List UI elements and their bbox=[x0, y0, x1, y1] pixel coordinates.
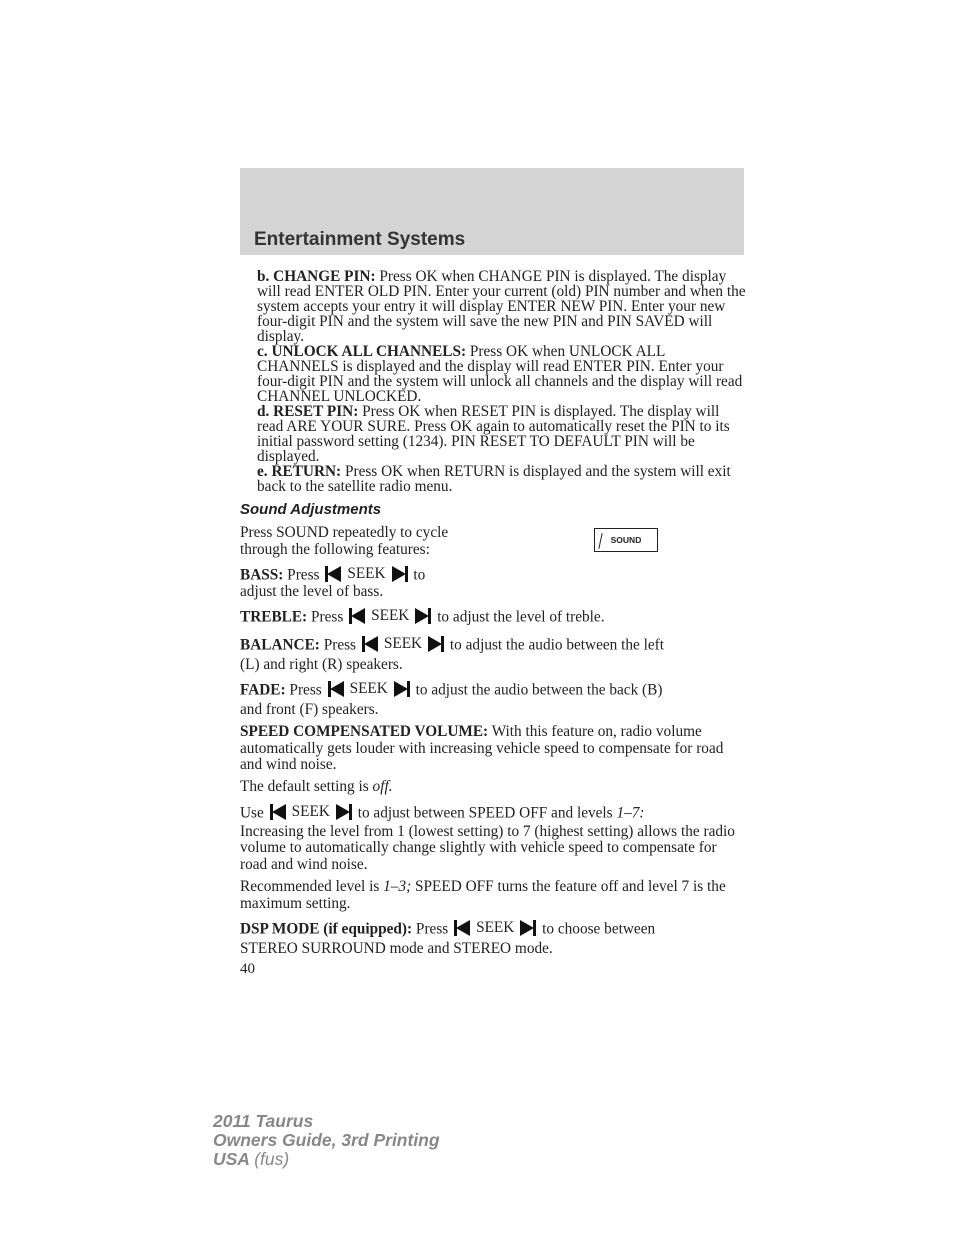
sound-intro: Press SOUND repeatedly to cycle through the following features: bbox=[240, 524, 449, 558]
page-number: 40 bbox=[240, 961, 255, 977]
slash-mark bbox=[598, 533, 602, 549]
header-band bbox=[240, 168, 744, 255]
seek-back-icon bbox=[364, 636, 378, 652]
seek-forward-icon bbox=[392, 566, 406, 582]
default-setting: The default setting is off. bbox=[240, 778, 393, 795]
seek-forward-icon bbox=[394, 681, 408, 697]
seek-control: SEEK bbox=[330, 681, 408, 698]
fade-paragraph: FADE: Press SEEK to adjust the audio between the back (B) and front (F) speakers. bbox=[240, 680, 663, 718]
sound-button-label: SOUND bbox=[610, 535, 642, 545]
use-paragraph: Use SEEK to adjust between SPEED OFF and levels 1–7: Increasing the level from 1 (lowest setting) to 7 (highest setting) allows the radio volume to automatically change slightly with vehicle speed to compensate for road and wind noise. bbox=[240, 803, 735, 874]
seek-control: SEEK bbox=[272, 804, 350, 821]
seek-forward-icon bbox=[520, 920, 534, 936]
seek-forward-icon bbox=[428, 636, 442, 652]
seek-control: SEEK bbox=[327, 566, 405, 583]
seek-back-icon bbox=[327, 566, 341, 582]
pin-menu-items bbox=[257, 269, 747, 494]
seek-forward-icon bbox=[336, 804, 350, 820]
seek-control: SEEK bbox=[364, 636, 442, 653]
pin-item-reset: d. RESET PIN: Press OK when RESET PIN is displayed. The display will read ARE YOUR SURE. Press OK again to automatically reset the PIN to its initial password setting (1234). PIN RESET TO DEFAULT PIN will be displayed. bbox=[257, 403, 730, 465]
bass-paragraph: BASS: Press SEEK to adjust the level of bass. bbox=[240, 565, 426, 600]
footer: 2011 Taurus Owners Guide, 3rd Printing USA (fus) bbox=[213, 1111, 440, 1169]
seek-back-icon bbox=[456, 920, 470, 936]
treble-paragraph: TREBLE: Press SEEK to adjust the level of treble. bbox=[240, 607, 605, 626]
recommended-paragraph: Recommended level is 1–3; SPEED OFF turns the feature off and level 7 is the maximum setting. bbox=[240, 878, 726, 912]
seek-back-icon bbox=[351, 608, 365, 624]
pin-item-unlock: c. UNLOCK ALL CHANNELS: Press OK when UNLOCK ALL CHANNELS is displayed and the display will read ENTER PIN. Enter your four-digit PIN and the system will unlock all channels and the display will read CHANNEL UNLOCKED. bbox=[257, 343, 743, 405]
seek-control: SEEK bbox=[351, 608, 429, 625]
dsp-paragraph: DSP MODE (if equipped): Press SEEK to choose between STEREO SURROUND mode and STEREO mode. bbox=[240, 919, 656, 957]
seek-forward-icon bbox=[415, 608, 429, 624]
section-heading: Sound Adjustments bbox=[240, 501, 382, 518]
pin-item-return: e. RETURN: Press OK when RETURN is displayed and the system will exit back to the satellite radio menu. bbox=[257, 463, 731, 495]
seek-control: SEEK bbox=[456, 920, 534, 937]
seek-back-icon bbox=[272, 804, 286, 820]
scv-paragraph: SPEED COMPENSATED VOLUME: With this feature on, radio volume automatically gets louder with increasing vehicle speed to compensate for road and wind noise. bbox=[240, 723, 724, 774]
pin-item-change: b. CHANGE PIN: Press OK when CHANGE PIN is displayed. The display will read ENTER OLD PIN. Enter your current (old) PIN number and when the system accepts your entry it will display ENTER NEW PIN. Enter your new four-digit PIN and the system will save the new PIN and PIN SAVED will display. bbox=[257, 268, 746, 345]
sound-button bbox=[594, 528, 658, 552]
seek-back-icon bbox=[330, 681, 344, 697]
balance-paragraph: BALANCE: Press SEEK to adjust the audio between the left (L) and right (R) speakers. bbox=[240, 635, 665, 673]
page-title: Entertainment Systems bbox=[254, 229, 466, 250]
